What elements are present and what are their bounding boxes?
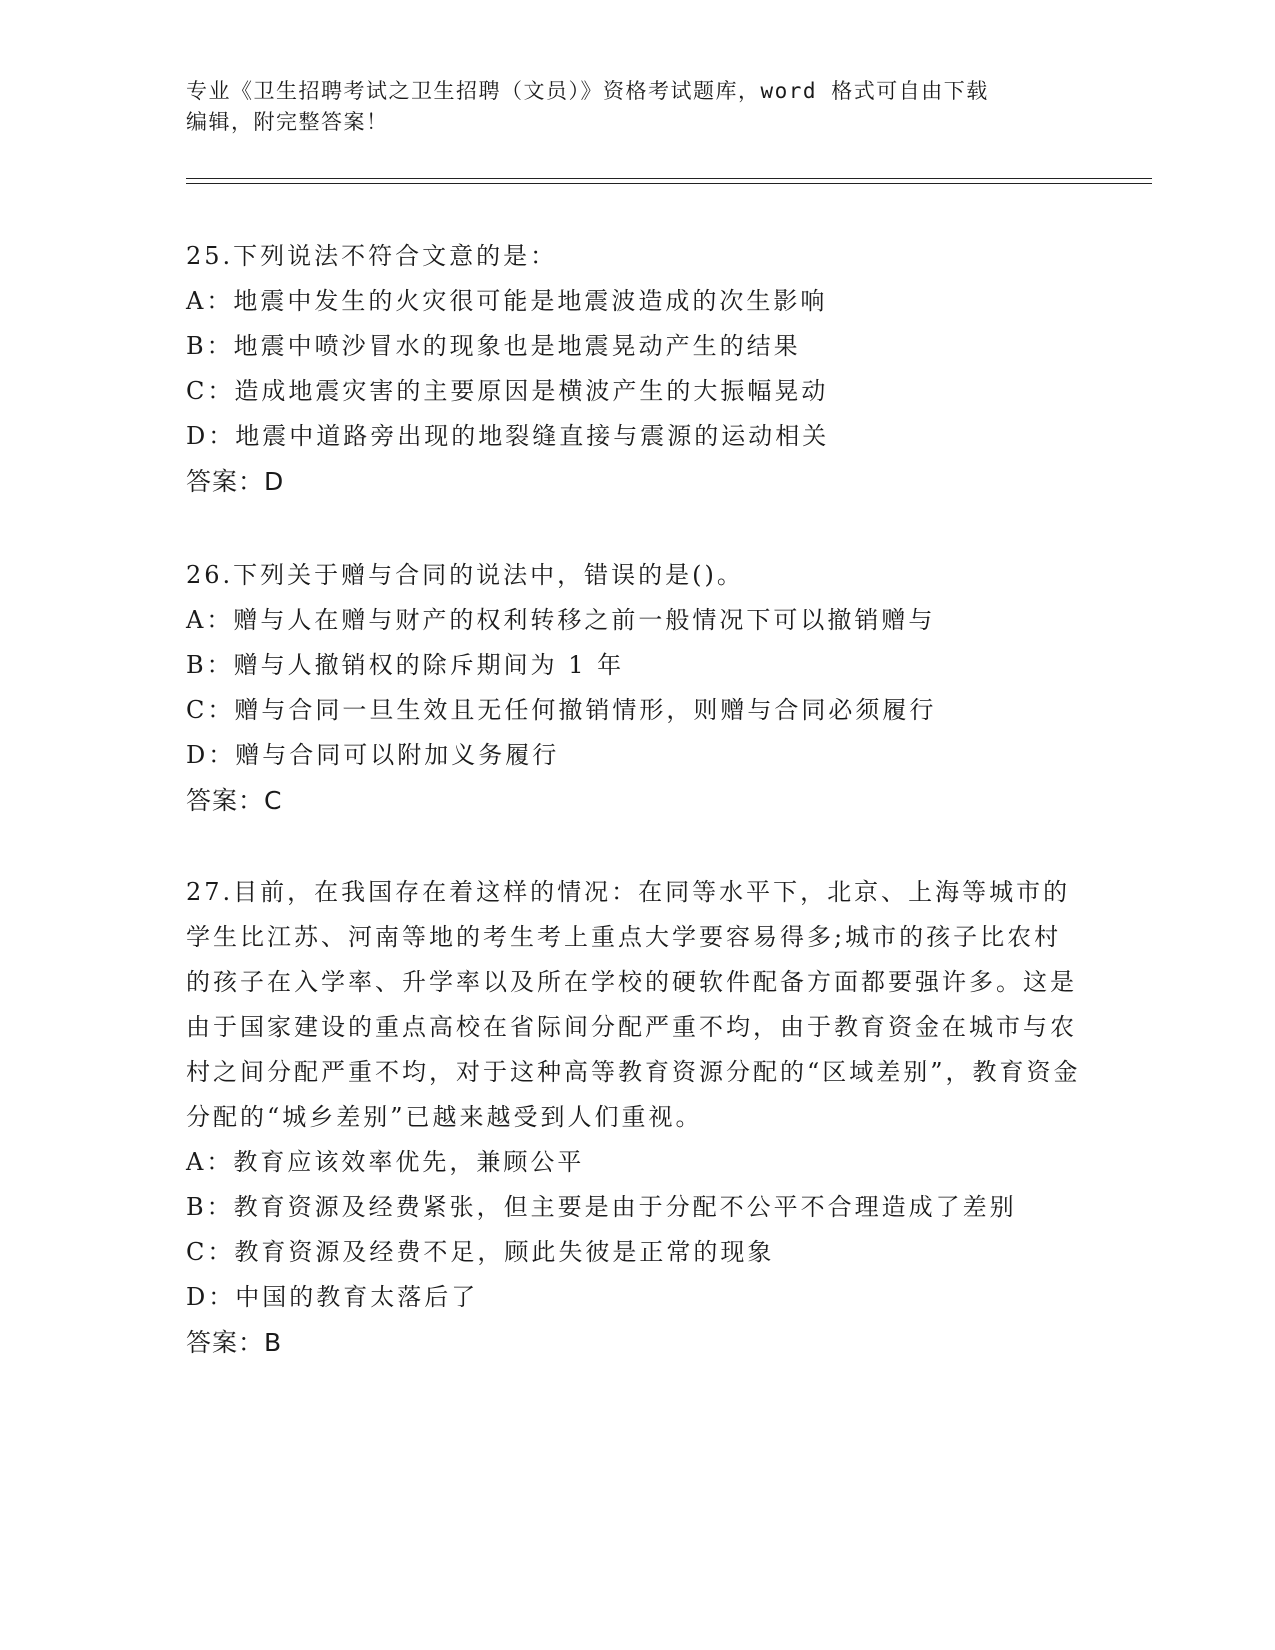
- header-divider-top: [186, 178, 1152, 179]
- header-divider-bottom: [186, 183, 1152, 184]
- question-text: 27.目前，在我国存在着这样的情况：在同等水平下，北京、上海等城市的学生比江苏、河南等地的考生考上重点大学要容易得多;城市的孩子比农村的孩子在入学率、升学率以及所在学校的硬软件配备方面都要强许多。这是由于国家建设的重点高校在省际间分配严重不均，由于教育资金在城市与农村之间分配严重不均，对于这种高等教育资源分配的“区域差别”，教育资金分配的“城乡差别”已越来越受到人们重视。: [186, 878, 1081, 1131]
- document-header: [186, 76, 1066, 138]
- option-d: D：中国的教育太落后了: [186, 1283, 479, 1311]
- option-b: B：教育资源及经费紧张，但主要是由于分配不公平不合理造成了差别: [186, 1193, 1017, 1221]
- question-text: 25.下列说法不符合文意的是：: [186, 242, 558, 270]
- question-26: [186, 553, 1086, 823]
- option-d: D：地震中道路旁出现的地裂缝直接与震源的运动相关: [186, 422, 830, 450]
- answer: 答案：B: [186, 1328, 283, 1357]
- question-text: 26.下列关于赠与合同的说法中，错误的是()。: [186, 561, 744, 589]
- option-b: B：赠与人撤销权的除斥期间为 1 年: [186, 651, 625, 679]
- answer: 答案：C: [186, 786, 283, 815]
- option-c: C：赠与合同一旦生效且无任何撤销情形，则赠与合同必须履行: [186, 696, 937, 724]
- option-a: A：赠与人在赠与财产的权利转移之前一般情况下可以撤销赠与: [186, 606, 936, 634]
- header-line-2: 编辑，附完整答案！: [186, 110, 389, 134]
- option-c: C：教育资源及经费不足，顾此失彼是正常的现象: [186, 1238, 775, 1266]
- option-c: C：造成地震灾害的主要原因是横波产生的大振幅晃动: [186, 377, 829, 405]
- option-a: A：地震中发生的火灾很可能是地震波造成的次生影响: [186, 287, 828, 315]
- header-line-1: 专业《卫生招聘考试之卫生招聘（文员）》资格考试题库，word 格式可自由下载: [186, 79, 989, 103]
- question-27: [186, 870, 1086, 1365]
- option-a: A：教育应该效率优先，兼顾公平: [186, 1148, 585, 1176]
- option-b: B：地震中喷沙冒水的现象也是地震晃动产生的结果: [186, 332, 801, 360]
- answer: 答案：D: [186, 467, 285, 496]
- question-25: [186, 234, 1086, 504]
- option-d: D：赠与合同可以附加义务履行: [186, 741, 560, 769]
